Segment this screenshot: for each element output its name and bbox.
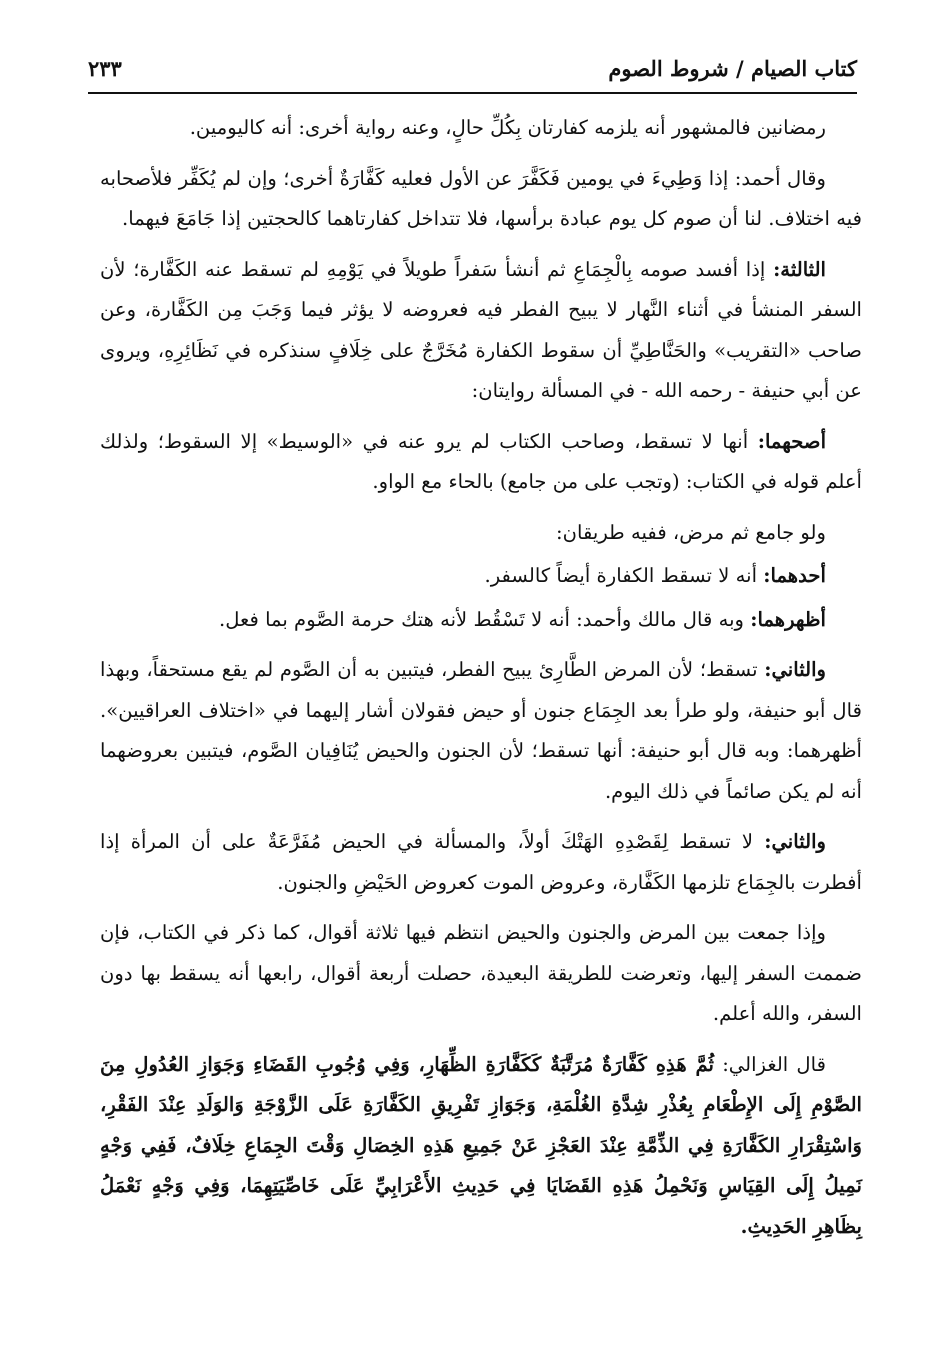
paragraph (100, 513, 862, 554)
paragraph (100, 913, 862, 1035)
page-number: ٢٣٣ (88, 56, 122, 81)
paragraph-text: ولو جامع ثم مرض، ففيه طريقان: (556, 520, 826, 544)
paragraph (100, 650, 862, 812)
running-title: كتاب الصيام / شروط الصوم (608, 56, 857, 81)
paragraph-text: أنها لا تسقط، وصاحب الكتاب لم يرو عنه في «الوسيط» إلا السقوط؛ ولذلك أعلم قوله في الكتاب: (وتجب على من جامع) بالحاء مع الواو. (100, 429, 862, 493)
paragraph (100, 600, 862, 641)
paragraph-lead: والثاني: (764, 830, 826, 853)
paragraph-lead: الثالثة: (773, 257, 826, 281)
paragraph (100, 556, 862, 597)
page-header (88, 52, 857, 94)
paragraph (100, 822, 862, 903)
quote-text: ثُمَّ هَذِهِ كَفَّارَةٌ مُرَتَّبَةٌ كَكَفَّارَةِ الظِّهَارِ، وَفِي وُجُوبِ القَضَاءِ وَجَوَازِ العُدُولِ مِنَ الصَّوْمِ إِلَى الإِطْعَامِ بِعُذْرِ شِدَّةِ الغُلْمَةِ، وَجَوَازِ تَفْرِيقِ الكَفَّارَةِ عَلَى الزَّوْجَةِ وَالوَلَدِ عِنْدَ الفَقْرِ، وَاسْتِقْرَارِ الكَفَّارَةِ فِي الذِّمَّةِ عِنْدَ العَجْزِ عَنْ جَمِيعِ هَذِهِ الخِصَالِ وَقْتَ الجِمَاعِ خِلَافٌ، فَفِي وَجْهٍ نَمِيلُ إِلَى القِيَاسِ وَنَحْمِلُ هَذِهِ القَضَايَا فِي حَدِيثِ الأَعْرَابِيِّ عَلَى خَاصِّيَتِهِمَا، وَفِي وَجْهٍ نَعْمَلُ بِظَاهِرِ الحَدِيثِ. (100, 1052, 862, 1238)
paragraph-text: وقال أحمد: إذا وَطِيءَ في يومين فَكَفَّرَ عن الأول فعليه كَفَّارَةٌ أخرى؛ وإن لم يُكَفِّر فلأصحابه فيه اختلاف. لنا أن صوم كل يوم عبادة برأسها، فلا تتداخل كفارتاهما كالحجتين إذا جَامَعَ فيهما. (100, 166, 862, 230)
paragraph-text: رمضانين فالمشهور أنه يلزمه كفارتان بِكُلِّ حالٍ، وعنه رواية أخرى: أنه كاليومين. (189, 116, 826, 139)
paragraph (100, 108, 862, 149)
paragraph (100, 422, 862, 503)
paragraph-text: تسقط؛ لأن المرض الطَّارِئ يبيح الفطر، فيتبين به أن الصَّوم لم يقع مستحقاً، وبهذا قال أبو حنيفة، ولو طرأ بعد الجِمَاع جنون أو حيض فقولان أشار إليهما في «اختلاف العراقيين». أظهرهما: وبه قال أبو حنيفة: أنها تسقط؛ لأن الجنون والحيض يُنَافِيان الصَّوم، فيتبين بعروضهما أنه لم يكن صائماً في ذلك اليوم. (100, 658, 862, 803)
paragraph-lead: أحدهما: (763, 564, 826, 587)
paragraph-lead: أظهرهما: (750, 607, 826, 631)
paragraph-lead: أصحهما: (757, 429, 827, 453)
paragraph-text: وإذا جمعت بين المرض والجنون والحيض انتظم فيها ثلاثة أقوال، كما ذكر في الكتاب، فإن ضممت السفر إليها، وتعرضت للطريقة البعيدة، حصلت أربعة أقوال، رابعها أنه يسقط بها دون السفر، والله أعلم. (100, 921, 862, 1025)
body-text (100, 108, 862, 1257)
paragraph-lead: والثاني: (764, 658, 827, 681)
paragraph-text: لا تسقط لِقَصْدِهِ الهَتْكَ أولاً، والمسألة في الحيض مُفَرَّعَةٌ على أن المرأة إذا أفطرت بالجِمَاع تلزمها الكَفَّارة، وعروض الموت كعروض الحَيْضِ والجنون. (100, 830, 862, 894)
paragraph-text: أنه لا تسقط الكفارة أيضاً كالسفر. (484, 564, 758, 587)
paragraph (100, 250, 862, 412)
quote-intro: قال الغزالي: (722, 1052, 827, 1076)
paragraph-text: وبه قال مالك وأحمد: أنه لا تَسْقُط لأنه هتك حرمة الصَّوم بما فعل. (218, 607, 745, 631)
ghazali-quote (100, 1045, 862, 1248)
paragraph-text: إذا أفسد صومه بِالْجِمَاعِ ثم أنشأ سَفراً طويلاً في يَوْمِهِ لم تسقط عنه الكَفَّارة؛ لأن السفر المنشأ في أثناء النَّهار لا يبيح الفطر فيه فعروضه لا يؤثر فيما وَجَبَ مِن الكَفَّارة، وعن صاحب «التقريب» والحَنَّاطِيِّ أن سقوط الكفارة مُخَرَّجٌ على خِلَافٍ سنذكره في نَظَائِرِهِ، ويروى عن أبي حنيفة - رحمه الله - في المسألة روايتان: (100, 257, 862, 402)
paragraph (100, 159, 862, 240)
